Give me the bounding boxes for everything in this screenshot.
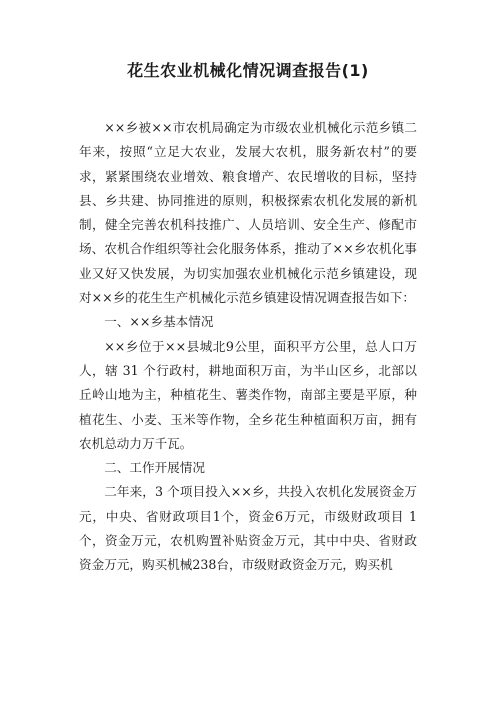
intro-paragraph: ××乡被××市农机局确定为市级农业机械化示范乡镇二年来，按照“立足大农业，发展大农机，服务新农村”的要求，紧紧围绕农业增效、粮食增产、农民增收的目标，坚持县、乡共建、协同推进的原则，积极探索农机化发展的新机制，健全完善农机科技推广、人员培训、安全生产、修配市场、农机合作组织等社会化服务体系，推动了××乡农机化事业又好又快发展，为切实加强农业机械化示范乡镇建设，现对××乡的花生生产机械化示范乡镇建设情况调查报告如下： [79,120,417,306]
section-1-paragraph: ××乡位于××县城北9公里，面积平方公里，总人口万人，辖 31 个行政村，耕地面积万亩，为半山区乡，北部以丘岭山地为主，种植花生、薯类作物，南部主要是平原，种植花生、小麦、玉米等作物，全乡花生种植面积万亩，拥有农机总动力万千瓦。 [79,338,417,451]
section-1-heading: 一、××乡基本情况 [104,314,214,330]
section-2-paragraph: 二年来，3 个项目投入××乡，共投入农机化发展资金万元，中央、省财政项目1个，资金6万元，市级财政项目 1 个，资金万元，农机购置补贴资金万元，其中中央、省财政资金万元，购买机械238台，市级财政资金万元，购买机 [79,484,417,573]
section-2-heading: 二、工作开展情况 [104,460,205,476]
document-title: 花生农业机械化情况调查报告(1) [127,61,369,80]
